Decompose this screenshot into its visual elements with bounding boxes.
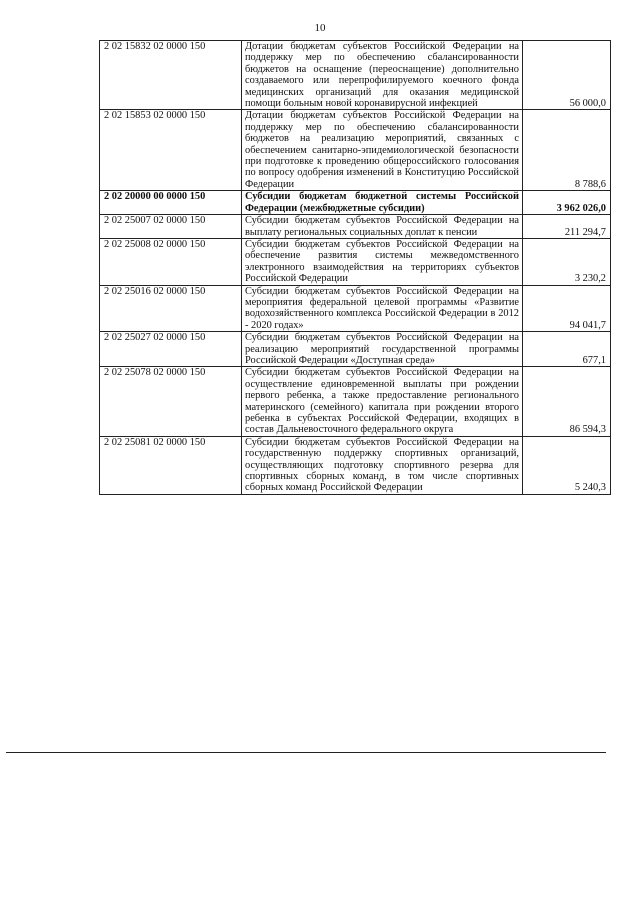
budget-code-cell: 2 02 25008 02 0000 150 — [100, 238, 242, 285]
budget-revenue-table — [99, 40, 611, 495]
budget-code-cell: 2 02 15853 02 0000 150 — [100, 110, 242, 191]
table-row — [100, 285, 611, 332]
budget-code-cell: 2 02 25016 02 0000 150 — [100, 285, 242, 332]
table-row — [100, 367, 611, 436]
description-cell: Субсидии бюджетам субъектов Российской Федерации на реализацию мероприятий государственной программы Российской Федерации «Доступная среда» — [242, 332, 523, 367]
budget-code-cell: 2 02 25081 02 0000 150 — [100, 436, 242, 494]
table-row — [100, 215, 611, 239]
amount-cell: 211 294,7 — [523, 215, 611, 239]
amount-cell: 3 962 026,0 — [523, 191, 611, 215]
budget-code-cell: 2 02 20000 00 0000 150 — [100, 191, 242, 215]
amount-cell: 677,1 — [523, 332, 611, 367]
description-cell: Субсидии бюджетам субъектов Российской Федерации на осуществление единовременной выплаты при рождении первого ребенка, а также предоставление регионального материнского (семейного) капитала при рождении второго ребенка в субъектах Российской Федерации, входящих в состав Дальневосточного федерального округа — [242, 367, 523, 436]
description-cell: Субсидии бюджетам субъектов Российской Федерации на мероприятия федеральной целевой программы «Развитие водохозяйственного комплекса Российской Федерации в 2012 - 2020 годах» — [242, 285, 523, 332]
description-cell: Субсидии бюджетам субъектов Российской Федерации на выплату региональных социальных доплат к пенсии — [242, 215, 523, 239]
description-cell: Дотации бюджетам субъектов Российской Федерации на поддержку мер по обеспечению сбалансированности бюджетов на реализацию мероприятий, связанных с обеспечением санитарно-эпидемиологической безопасности при подготовке к проведению общероссийского голосования по вопросу одобрения изменений в Конституцию Российской Федерации — [242, 110, 523, 191]
amount-cell: 94 041,7 — [523, 285, 611, 332]
budget-code-cell: 2 02 25007 02 0000 150 — [100, 215, 242, 239]
amount-cell: 86 594,3 — [523, 367, 611, 436]
amount-cell: 56 000,0 — [523, 41, 611, 110]
amount-cell: 5 240,3 — [523, 436, 611, 494]
table-row — [100, 332, 611, 367]
page-number: 10 — [314, 22, 326, 34]
budget-code-cell: 2 02 25027 02 0000 150 — [100, 332, 242, 367]
table-row-subtotal — [100, 191, 611, 215]
table-row — [100, 238, 611, 285]
amount-cell: 8 788,6 — [523, 110, 611, 191]
description-cell: Дотации бюджетам субъектов Российской Федерации на поддержку мер по обеспечению сбалансированности бюджетов на оснащение (переоснащение) дополнительно создаваемого или перепрофилируемого коечного фонда медицинских организаций для оказания медицинской помощи больным новой коронавирусной инфекцией — [242, 41, 523, 110]
amount-cell: 3 230,2 — [523, 238, 611, 285]
budget-code-cell: 2 02 15832 02 0000 150 — [100, 41, 242, 110]
table-row — [100, 41, 611, 110]
description-cell: Субсидии бюджетам субъектов Российской Федерации на обеспечение развития системы межведомственного электронного взаимодействия на территориях субъектов Российской Федерации — [242, 238, 523, 285]
description-cell: Субсидии бюджетам субъектов Российской Федерации на государственную поддержку спортивных организаций, осуществляющих подготовку спортивного резерва для спортивных сборных команд, в том числе спортивных сборных команд Российской Федерации — [242, 436, 523, 494]
description-cell: Субсидии бюджетам бюджетной системы Российской Федерации (межбюджетные субсидии) — [242, 191, 523, 215]
budget-code-cell: 2 02 25078 02 0000 150 — [100, 367, 242, 436]
footer-divider-line — [6, 752, 606, 753]
table-row — [100, 436, 611, 494]
table-row — [100, 110, 611, 191]
